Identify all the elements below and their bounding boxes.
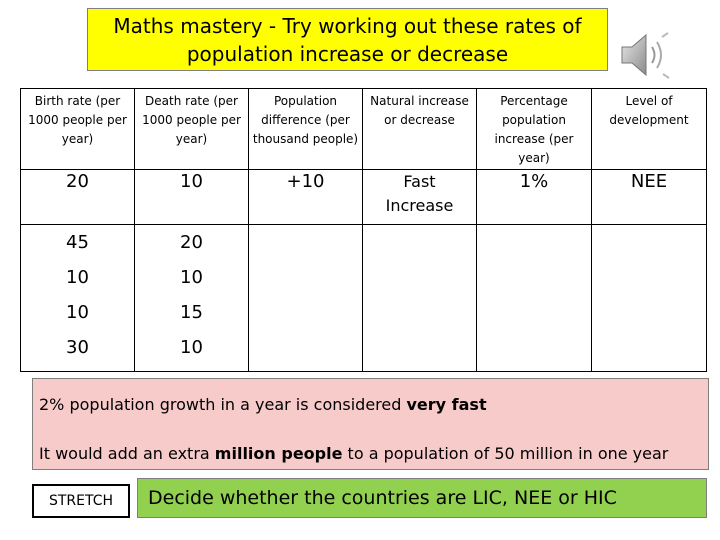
- header-birth-rate: Birth rate (per 1000 people per year): [21, 89, 135, 170]
- empty-answer-cell[interactable]: [363, 225, 477, 372]
- death-rate-2: 10: [180, 267, 203, 288]
- speaker-icon[interactable]: [618, 30, 674, 80]
- table-header-row: [21, 89, 707, 170]
- table-row-exercises: [21, 225, 707, 372]
- birth-rate-1: 45: [66, 232, 89, 253]
- info-line-1: [39, 395, 487, 414]
- info-box: [32, 378, 709, 470]
- cell-natural-change-text: Fast Increase: [385, 172, 454, 215]
- info-line-1-emphasis: very fast: [406, 395, 487, 414]
- title-line-1: Maths mastery - Try working out these rates of: [113, 13, 582, 38]
- title-banner: [87, 8, 608, 71]
- cell-percentage-increase: 1%: [477, 170, 592, 225]
- stretch-label: STRETCH: [32, 484, 130, 518]
- empty-answer-cell[interactable]: [249, 225, 363, 372]
- cell-birth-rate: 20: [21, 170, 135, 225]
- info-line-2: [39, 444, 668, 463]
- rates-table: [20, 88, 707, 372]
- info-line-1-text: 2% population growth in a year is considered: [39, 395, 407, 414]
- cell-death-rate: 10: [135, 170, 249, 225]
- cell-development-level: NEE: [592, 170, 707, 225]
- cell-population-difference: +10: [249, 170, 363, 225]
- title-line-2: population increase or decrease: [186, 41, 509, 66]
- header-population-difference: Population difference (per thousand people): [249, 89, 363, 170]
- birth-rate-3: 10: [66, 302, 89, 323]
- empty-answer-cell[interactable]: [477, 225, 592, 372]
- table-row-example: [21, 170, 707, 225]
- cell-natural-change: [363, 170, 477, 225]
- death-rate-1: 20: [180, 232, 203, 253]
- death-rate-3: 15: [180, 302, 203, 323]
- header-development-level: Level of development: [592, 89, 707, 170]
- header-death-rate: Death rate (per 1000 people per year): [135, 89, 249, 170]
- death-rate-column: [135, 225, 249, 372]
- birth-rate-2: 10: [66, 267, 89, 288]
- death-rate-4: 10: [180, 337, 203, 358]
- info-line-2-text: It would add an extra: [39, 444, 215, 463]
- empty-answer-cell[interactable]: [592, 225, 707, 372]
- stretch-task: Decide whether the countries are LIC, NEE or HIC: [137, 478, 707, 518]
- birth-rate-4: 30: [66, 337, 89, 358]
- header-percentage-increase: Percentage population increase (per year): [477, 89, 592, 170]
- info-line-2-suffix: to a population of 50 million in one year: [342, 444, 669, 463]
- birth-rate-column: [21, 225, 135, 372]
- header-natural-change: Natural increase or decrease: [363, 89, 477, 170]
- info-line-2-emphasis: million people: [214, 444, 343, 463]
